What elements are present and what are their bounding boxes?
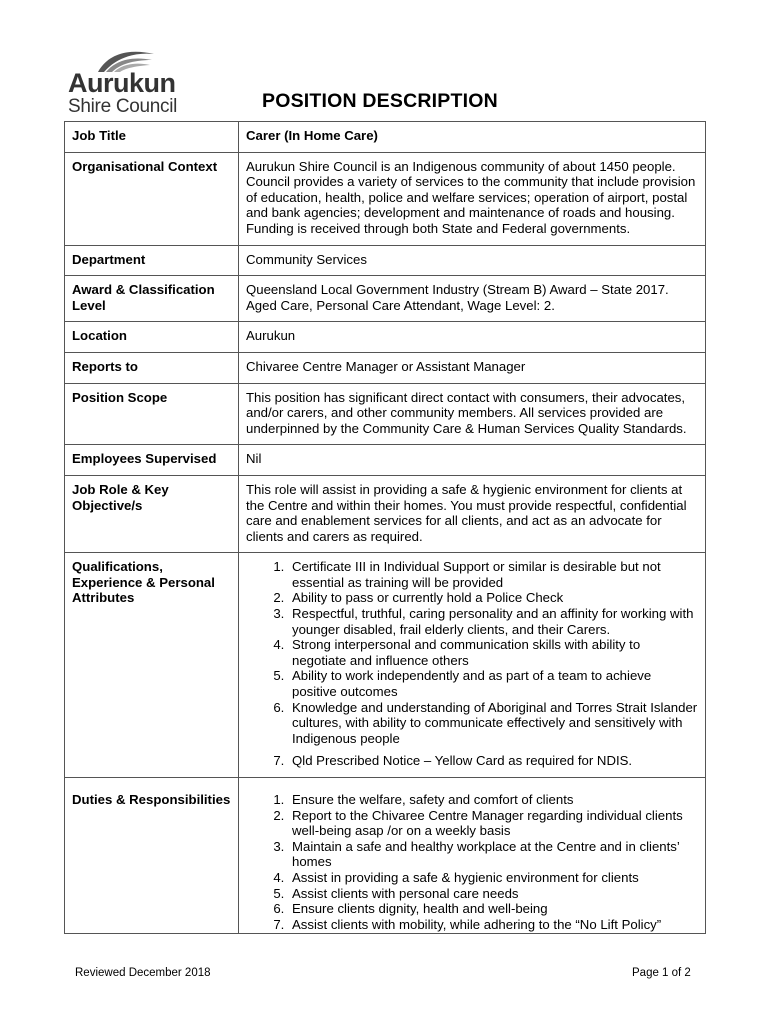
reports-to-label: Reports to [65, 352, 239, 383]
award-label: Award & Classification Level [65, 276, 239, 322]
row-position-scope [65, 383, 706, 445]
footer-page-number: Page 1 of 2 [632, 967, 691, 979]
duties-list [246, 792, 698, 932]
award-value: Queensland Local Government Industry (Stream B) Award – State 2017. Aged Care, Personal Care Attendant, Wage Level: 2. [239, 276, 706, 322]
position-table [64, 121, 706, 934]
location-label: Location [65, 322, 239, 353]
council-logo [64, 48, 194, 120]
qualifications-list [246, 559, 698, 769]
qualifications-label: Qualifications, Experience & Personal Attributes [65, 553, 239, 778]
row-job-title [65, 122, 706, 153]
list-item: 6. Knowledge and understanding of Aboriginal and Torres Strait Islander cultures, with ability to communicate effectively and sensitively with Indigenous people [288, 700, 698, 747]
org-context-label: Organisational Context [65, 152, 239, 245]
row-employees-supervised [65, 445, 706, 476]
row-org-context [65, 152, 706, 245]
list-item: 4. Strong interpersonal and communication skills with ability to negotiate and influence others [288, 637, 698, 668]
department-value: Community Services [239, 245, 706, 276]
duties-list-cell [239, 778, 706, 934]
list-item: 1. Certificate III in Individual Support or similar is desirable but not essential as training will be provided [288, 559, 698, 590]
row-location [65, 322, 706, 353]
footer-reviewed: Reviewed December 2018 [75, 967, 211, 979]
list-item: 2. Ability to pass or currently hold a Police Check [288, 590, 698, 606]
scope-value: This position has significant direct contact with consumers, their advocates, and/or carers, and other community members. All services provided are underpinned by the Community Care & Human Services Quality Standards. [239, 383, 706, 445]
list-item: 7. Qld Prescribed Notice – Yellow Card as required for NDIS. [288, 753, 698, 769]
job-role-value: This role will assist in providing a safe & hygienic environment for clients at the Centre and within their homes. You must provide respectful, confidential care and enablement services for all clients, and act as an advocate for clients and carers as required. [239, 475, 706, 552]
logo-name: Aurukun [68, 68, 176, 98]
qualifications-list-cell [239, 553, 706, 778]
row-duties [65, 778, 706, 934]
list-item: 7. Assist clients with mobility, while adhering to the “No Lift Policy” [288, 917, 698, 933]
duties-label: Duties & Responsibilities [65, 778, 239, 934]
row-job-role [65, 475, 706, 552]
row-department [65, 245, 706, 276]
row-award [65, 276, 706, 322]
page-title: POSITION DESCRIPTION [262, 90, 498, 112]
list-item: 1. Ensure the welfare, safety and comfort of clients [288, 792, 698, 808]
department-label: Department [65, 245, 239, 276]
employees-value: Nil [239, 445, 706, 476]
job-title-value: Carer (In Home Care) [239, 122, 706, 153]
location-value: Aurukun [239, 322, 706, 353]
list-item: 3. Maintain a safe and healthy workplace at the Centre and in clients’ homes [288, 839, 698, 870]
org-context-value: Aurukun Shire Council is an Indigenous community of about 1450 people. Council provides a variety of services to the community that include provision of education, health, police and welfare services; operation of airport, postal and bank agencies; development and maintenance of roads and housing. Funding is received through both State and Federal governments. [239, 152, 706, 245]
list-item: 5. Assist clients with personal care needs [288, 886, 698, 902]
list-item: 4. Assist in providing a safe & hygienic environment for clients [288, 870, 698, 886]
list-item: 3. Respectful, truthful, caring personality and an affinity for working with younger disabled, frail elderly clients, and their Carers. [288, 606, 698, 637]
list-item: 6. Ensure clients dignity, health and well-being [288, 901, 698, 917]
reports-to-value: Chivaree Centre Manager or Assistant Manager [239, 352, 706, 383]
job-role-label: Job Role & Key Objective/s [65, 475, 239, 552]
row-reports-to [65, 352, 706, 383]
scope-label: Position Scope [65, 383, 239, 445]
list-item: 5. Ability to work independently and as part of a team to achieve positive outcomes [288, 668, 698, 699]
employees-label: Employees Supervised [65, 445, 239, 476]
logo-subname: Shire Council [68, 96, 178, 117]
row-qualifications [65, 553, 706, 778]
job-title-label: Job Title [65, 122, 239, 153]
list-item: 2. Report to the Chivaree Centre Manager regarding individual clients well-being asap /or on a weekly basis [288, 808, 698, 839]
